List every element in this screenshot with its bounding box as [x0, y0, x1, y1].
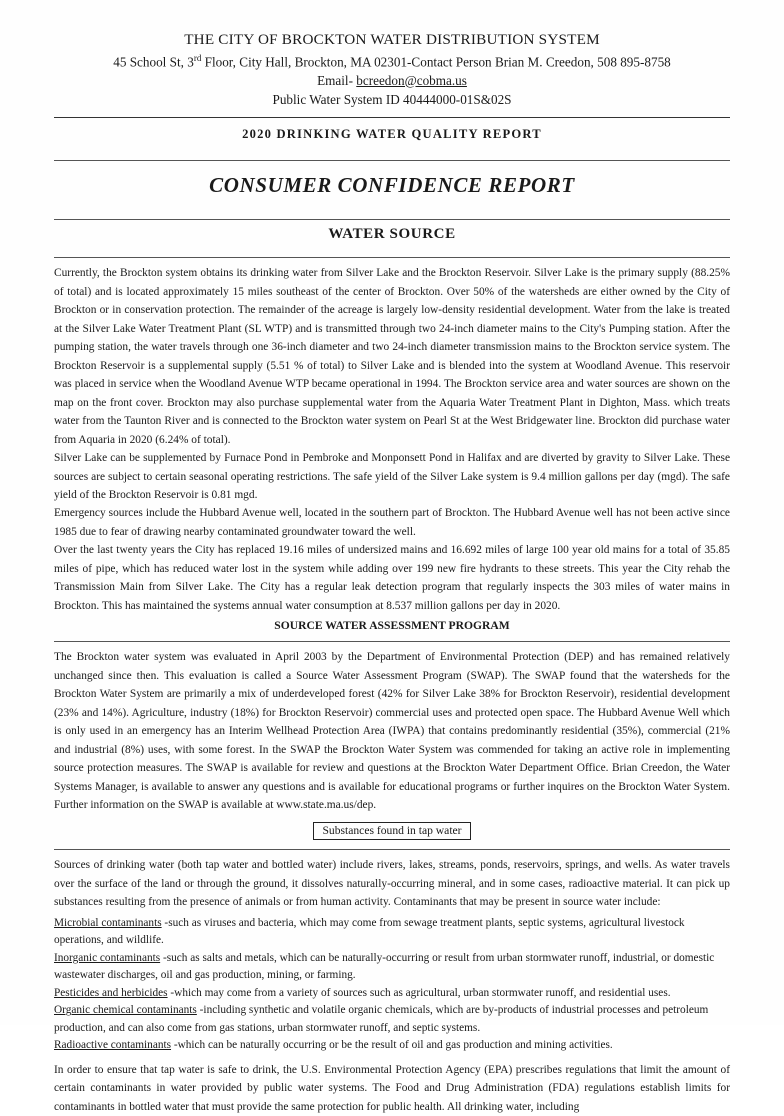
substances-box-wrapper	[54, 821, 730, 840]
email-line	[54, 72, 730, 90]
list-item	[54, 985, 730, 1003]
closing-paragraph-block	[54, 1061, 730, 1116]
paragraph: Currently, the Brockton system obtains its drinking water from Silver Lake and the Brockton Reservoir. Silver Lake is the primary supply (88.25% of total) and is located approximately 15 miles southeast of the center of Brockton. Over 50% of the watersheds are either owned by the City of Brockton or in conservation protection. The remainder of the acreage is largely low-density residential development. Water from the lake is treated at the Silver Lake Water Treatment Plant (SL WTP) and is transmitted through two 24-inch diameter mains to the City's Pumping station. After the pumping station, the water travels through one 36-inch diameter and two 24-inch diameter transmission mains to the Brockton service system. The Brockton Reservoir is a supplemental supply (5.51 % of total) to Silver Lake and is blended into the system at Woodland Avenue. This reservoir was placed in service when the Woodland Avenue WTP became operational in 1994. The Brockton service area and water sources are shown on the map on the front cover. Brockton may also purchase supplemental water from the Aquaria Water Treatment Plant in Dighton, Mass. which treats water from the Taunton River and is connected to the Brockton water system on Pearl St at the West Bridgewater line. Brockton did purchase water from Aquaria in 2020 (6.24% of total).	[54, 267, 730, 446]
contact-address-line	[54, 52, 730, 71]
email-link[interactable]: bcreedon@cobma.us	[356, 72, 467, 88]
swap-body	[54, 648, 730, 814]
definition-term: Pesticides and herbicides	[54, 986, 168, 999]
paragraph: In order to ensure that tap water is safe to drink, the U.S. Environmental Protection Agency (EPA) prescribes regulations that limit the amount of certain contaminants in water provided by public water systems. The Food and Drug Administration (FDA) regulations establish limits for contaminants in bottled water that must provide the same protection for public health. All drinking water, including	[54, 1063, 730, 1113]
consumer-confidence-title: CONSUMER CONFIDENCE REPORT	[209, 173, 575, 198]
section-heading-water-source: WATER SOURCE	[328, 226, 456, 243]
substances-found-box: Substances found in tap water	[313, 822, 470, 840]
list-item	[54, 915, 730, 950]
report-title: 2020 DRINKING WATER QUALITY REPORT	[242, 127, 542, 142]
definition-term: Microbial contaminants	[54, 916, 162, 929]
list-item	[54, 1037, 730, 1055]
tap-water-intro	[54, 856, 730, 911]
contaminant-definition-list	[54, 915, 730, 1055]
water-source-body	[54, 264, 730, 615]
section-heading-swap: SOURCE WATER ASSESSMENT PROGRAM	[274, 619, 510, 633]
list-item	[54, 1002, 730, 1037]
paragraph: Over the last twenty years the City has replaced 19.16 miles of undersized mains and 16.692 miles of large 100 year old mains for a total of 35.85 miles of pipe, which has reduced water lost in the system while adding over 199 new fire hydrants to these streets. This year the City rehab the Transmission Main from Silver Lake. The City has a regular leak detection program that regularly inspects the 303 miles of water mains in Brockton. This has maintained the systems annual water consumption at 8.537 million gallons per day in 2020.	[54, 544, 730, 612]
paragraph: Emergency sources include the Hubbard Avenue well, located in the southern part of Brockton. The Hubbard Avenue well has not been active since 1985 due to fear of drawing nearby contaminated groundwater toward the well.	[54, 507, 730, 538]
definition-term: Radioactive contaminants	[54, 1039, 172, 1052]
paragraph: The Brockton water system was evaluated in April 2003 by the Department of Environmental Protection (DEP) and has remained relatively unchanged since then. This evaluation is called a Source Water Assessment Program (SWAP). The SWAP found that the watersheds for the Brockton Water System are primarily a mix of underdeveloped forest (42% for Silver Lake 38% for Brockton Reservoir), residential development (23% and 14%). Agriculture, industry (18%) for Brockton Reservoir) commercial uses and protected open space. The Hubbard Avenue Well which is only used in an emergency has an Interim Wellhead Protection Area (IWPA) that contains predominantly residential (35%), commercial (21% and industrial (8%) uses, with some forest. In the SWAP the Brockton Water System was commended for taking an active role in implementing source protection measures. The SWAP is available for review and questions at the Brockton Water Department Office. Brian Creedon, the Water Systems Manager, is available to answer any questions and is available for educational programs or further inquires on the Brockton Water System. Further information on the SWAP is available at www.state.ma.us/dep.	[54, 651, 730, 811]
paragraph: Silver Lake can be supplemented by Furnace Pond in Pembroke and Monponsett Pond in Halifax and are diverted by gravity to Silver Lake. These sources are subject to certain seasonal operating restrictions. The safe yield of the Silver Lake system is 9.4 million gallons per day (mgd). The safe yield of the Brockton Reservoir is 0.81 mgd.	[54, 452, 730, 501]
definition-description: -which can be naturally occurring or be the result of oil and gas production and mining activities.	[171, 1039, 613, 1052]
address-prefix: 45 School St, 3	[113, 53, 194, 69]
address-remainder: Floor, City Hall, Brockton, MA 02301-Contact Person Brian M. Creedon, 508 895-8758	[201, 53, 671, 69]
definition-term: Organic chemical contaminants	[54, 1004, 197, 1017]
list-item	[54, 950, 730, 985]
document-masthead	[54, 30, 730, 108]
definition-description: -including synthetic and volatile organic chemicals, which are by-products of industrial processes and petroleum production, and can also come from gas stations, urban stormwater runoff, and septic systems.	[54, 1004, 709, 1034]
definition-term: Inorganic contaminants	[54, 951, 161, 964]
email-label: Email-	[317, 72, 357, 88]
definition-description: -such as salts and metals, which can be naturally-occurring or result from urban stormwater runoff, industrial, or domestic wastewater discharges, oil and gas production, mining, or farming.	[54, 951, 715, 982]
paragraph: Sources of drinking water (both tap water and bottled water) include rivers, lakes, streams, ponds, reservoirs, springs, and wells. As water travels over the surface of the land or through the ground, it dissolves naturally-occurring mineral, and in some cases, radioactive material. It can pick up substances resulting from the presence of animals or from human activity. Contaminants that may be present in source water include:	[54, 859, 730, 909]
pws-id-line: Public Water System ID 40444000-01S&02S	[272, 91, 512, 107]
divider-under-substances-box	[54, 849, 730, 850]
definition-description: -which may come from a variety of sources such as agricultural, urban stormwater runoff, and residential uses.	[167, 986, 671, 999]
system-title: THE CITY OF BROCKTON WATER DISTRIBUTION SYSTEM	[184, 31, 600, 48]
divider-under-water-source	[54, 257, 730, 258]
address-ordinal-suffix: rd	[193, 52, 202, 63]
divider-under-swap-heading	[54, 641, 730, 642]
definition-description: -such as viruses and bacteria, which may come from sewage treatment plants, septic systems, agricultural livestock operations, and wildlife.	[54, 916, 685, 947]
